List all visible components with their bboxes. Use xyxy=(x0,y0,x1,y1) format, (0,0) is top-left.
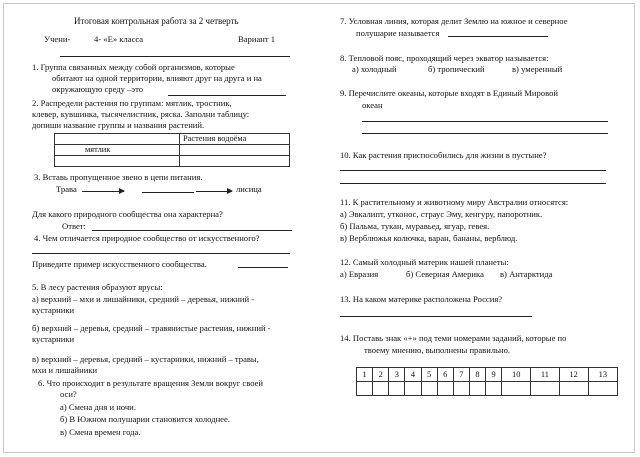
task-number-cell: 12 xyxy=(559,368,588,382)
table-cell-meadow: мятлик xyxy=(55,145,180,156)
q1-line-3: окружающую среду –это xyxy=(52,84,144,94)
q10-answer-line[interactable] xyxy=(340,170,606,171)
q3-question: Для какого природного сообщества она характерна? xyxy=(32,209,223,219)
q8-option-c[interactable]: в) умеренный xyxy=(512,64,563,74)
task-number-cell: 10 xyxy=(502,368,531,382)
task-number-cell: 3 xyxy=(389,368,405,382)
q10-title: 10. Как растения приспособились для жизни в пустыне? xyxy=(340,150,547,160)
q5-option-a-line-1[interactable]: а) верхний – мхи и лишайники, средний – деревья, нижний - xyxy=(32,294,255,304)
q9-line-1: 9. Перечислите океаны, которые входят в Единый Мировой xyxy=(340,88,558,98)
self-check-table xyxy=(356,367,618,396)
q11-option-b[interactable]: б) Пальма, тукан, муравьед, ягуар, гевея. xyxy=(340,221,490,231)
q9-answer-line[interactable] xyxy=(362,133,608,134)
task-number-cell: 2 xyxy=(373,368,389,382)
q2-line-2: клевер, кувшинка, тысячелистник, ряска. Заполни таблицу: xyxy=(32,109,250,119)
q7-answer-line[interactable] xyxy=(448,36,548,37)
mark-cell[interactable] xyxy=(453,382,469,396)
task-number-cell: 7 xyxy=(453,368,469,382)
task-number-row xyxy=(357,368,618,382)
q13-answer-line[interactable] xyxy=(340,316,532,317)
mark-cell[interactable] xyxy=(357,382,373,396)
mark-cell[interactable] xyxy=(486,382,502,396)
q1-line-2: обитают на одной территории, влияют друг на друга и на xyxy=(52,73,262,83)
q12-option-a[interactable]: а) Евразия xyxy=(340,269,379,279)
q5-title: 5. В лесу растения образуют ярусы: xyxy=(32,282,163,292)
q4-prompt: Приведите пример искусственного сообщества. xyxy=(32,259,207,269)
q2-line-3: допиши название группы и названия растений. xyxy=(32,120,205,130)
class-label: 4- «Е» класса xyxy=(94,34,144,44)
worksheet-title: Итоговая контрольная работа за 2 четверть xyxy=(74,16,239,26)
chain-arrow-icon xyxy=(196,191,232,192)
plants-table xyxy=(54,133,290,167)
q5-option-b-line-2[interactable]: кустарники xyxy=(32,334,75,344)
q11-option-a[interactable]: а) Эвкалипт, утконос, страус Эму, кенгуру, папоротник. xyxy=(340,209,543,219)
task-number-cell: 11 xyxy=(531,368,559,382)
q8-title: 8. Тепловой пояс, проходящий через экватор называется: xyxy=(340,53,549,63)
chain-missing-line[interactable] xyxy=(142,192,194,193)
q7-line-2: полушарие называется xyxy=(356,28,440,38)
q9-line-2: океан xyxy=(362,100,383,110)
q3-answer-line[interactable] xyxy=(92,230,292,231)
q10-answer-line[interactable] xyxy=(340,183,606,184)
mark-cell[interactable] xyxy=(437,382,453,396)
q12-option-b[interactable]: б) Северная Америка xyxy=(406,269,484,279)
q8-option-a[interactable]: а) холодный xyxy=(352,64,397,74)
mark-row xyxy=(357,382,618,396)
q6-option-c[interactable]: в) Смена времен года. xyxy=(60,427,141,437)
q5-option-b-line-1[interactable]: б) верхний – деревья, средний – травянистые растения, нижний - xyxy=(32,323,271,333)
mark-cell[interactable] xyxy=(531,382,559,396)
q12-option-c[interactable]: в) Антарктида xyxy=(500,269,553,279)
table-cell[interactable] xyxy=(180,156,290,167)
q3-answer-label: Ответ: xyxy=(62,221,86,231)
q12-title: 12. Самый холодный материк нашей планеты: xyxy=(340,257,509,267)
q1-answer-line[interactable] xyxy=(168,95,286,96)
q3-title: 3. Вставь пропущенное звено в цепи питания. xyxy=(34,172,203,182)
variant-label: Вариант 1 xyxy=(238,34,276,44)
q6-option-b[interactable]: б) В Южном полушарии становится холоднее. xyxy=(60,414,230,424)
q5-option-c-line-2[interactable]: мхи и лишайники xyxy=(32,365,98,375)
task-number-cell: 5 xyxy=(421,368,437,382)
q4-answer-line[interactable] xyxy=(32,253,290,254)
q11-title: 11. К растительному и животному миру Австралии относятся: xyxy=(340,197,569,207)
name-answer-line[interactable] xyxy=(60,56,290,57)
mark-cell[interactable] xyxy=(405,382,421,396)
q9-answer-line[interactable] xyxy=(362,121,608,122)
mark-cell[interactable] xyxy=(421,382,437,396)
q8-option-b[interactable]: б) тропический xyxy=(428,64,485,74)
task-number-cell: 8 xyxy=(469,368,485,382)
q6-option-a[interactable]: а) Смена дня и ночи. xyxy=(60,402,136,412)
q13-title: 13. На каком материке расположена Россия? xyxy=(340,294,503,304)
task-number-cell: 6 xyxy=(437,368,453,382)
table-header-left[interactable] xyxy=(55,134,180,145)
q11-option-c[interactable]: в) Верблюжья колючка, варан, бананы, верблюд. xyxy=(340,233,518,243)
mark-cell[interactable] xyxy=(389,382,405,396)
q1-line-1: 1. Группа связанных между собой организмов, которые xyxy=(32,62,235,72)
q4-example-line[interactable] xyxy=(238,267,288,268)
mark-cell[interactable] xyxy=(559,382,588,396)
q4-title: 4. Чем отличается природное сообщество от искусственного? xyxy=(34,233,260,243)
table-header-right: Растения водоёма xyxy=(180,134,290,145)
mark-cell[interactable] xyxy=(469,382,485,396)
task-number-cell: 4 xyxy=(405,368,421,382)
task-number-cell: 13 xyxy=(588,368,617,382)
chain-arrow-icon xyxy=(82,191,124,192)
q7-line-1: 7. Условная линия, которая делит Землю на южное и северное xyxy=(340,16,568,26)
q14-line-2: твоему мнению, выполнены правильно. xyxy=(364,345,511,355)
q5-option-a-line-2[interactable]: кустарники xyxy=(32,305,75,315)
student-label: Учени- xyxy=(44,34,71,44)
q5-option-c-line-1[interactable]: в) верхний – деревья, средний – кустарники, нижний – травы, xyxy=(32,354,259,364)
q14-line-1: 14. Поставь знак «+» под теми номерами заданий, которые по xyxy=(340,333,567,343)
chain-start: Трава xyxy=(56,184,77,194)
table-cell[interactable] xyxy=(180,145,290,156)
task-number-cell: 9 xyxy=(486,368,502,382)
mark-cell[interactable] xyxy=(588,382,617,396)
mark-cell[interactable] xyxy=(502,382,531,396)
q2-line-1: 2. Распредели растения по группам: мятлик, тростник, xyxy=(32,98,232,108)
table-cell[interactable] xyxy=(55,156,180,167)
chain-end: лисица xyxy=(236,184,262,194)
q6-line-1: 6. Что происходит в результате вращения Земли вокруг своей xyxy=(38,378,264,388)
mark-cell[interactable] xyxy=(373,382,389,396)
task-number-cell: 1 xyxy=(357,368,373,382)
q6-line-2: оси? xyxy=(60,389,77,399)
